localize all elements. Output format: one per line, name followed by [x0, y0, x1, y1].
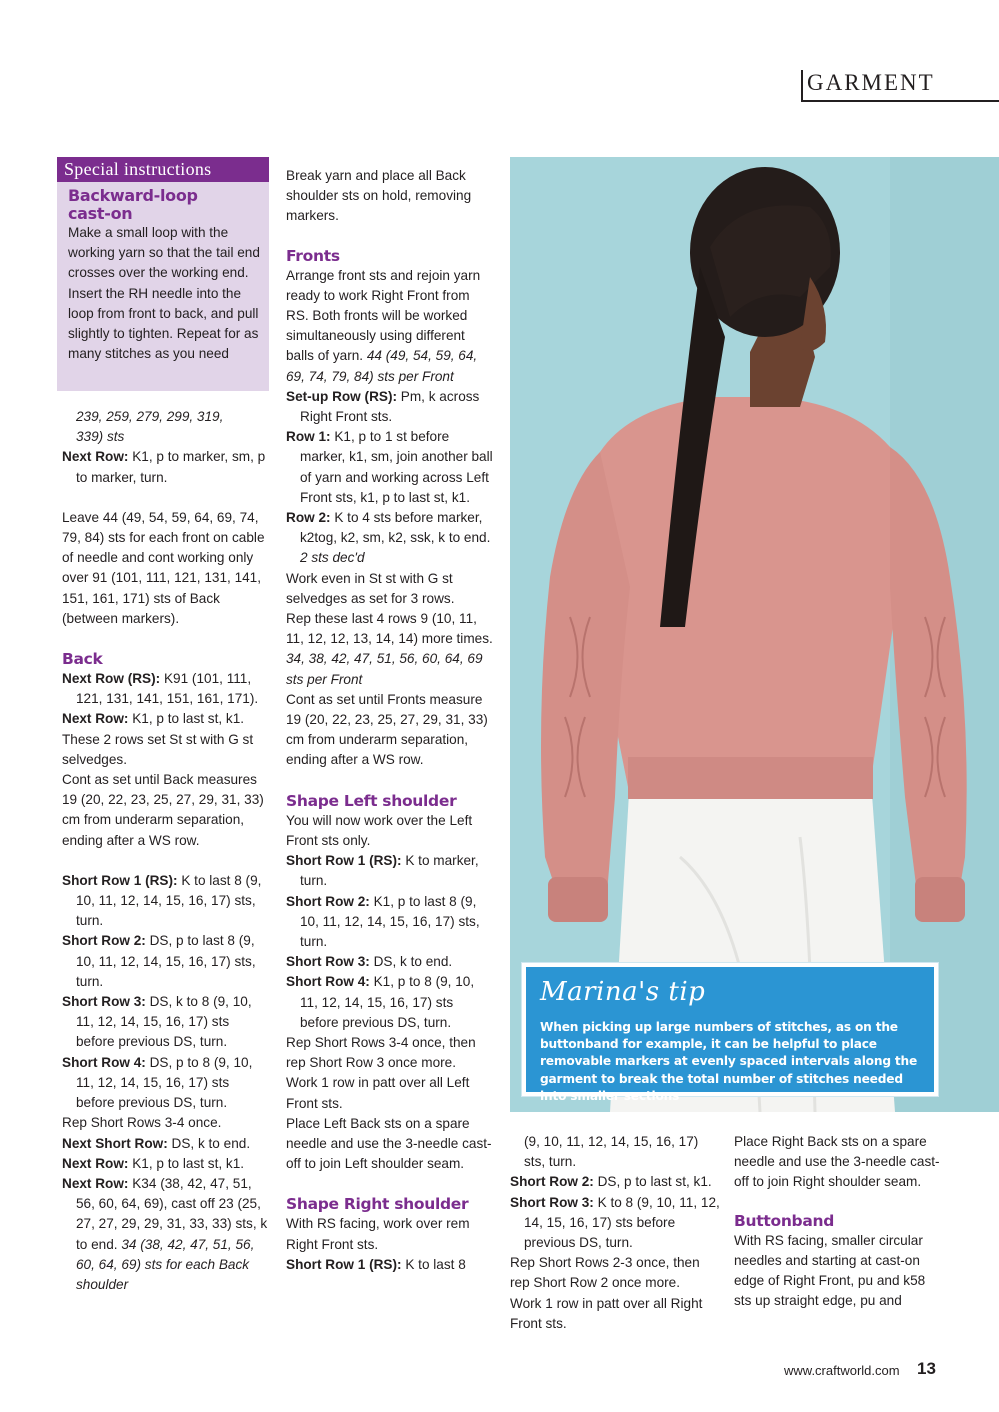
column-3 [510, 1132, 720, 1334]
fronts-heading: Fronts [286, 246, 340, 265]
back-row-2 [62, 709, 268, 729]
text: DS, p to 8 (9, 10, 11, 12, 14, 15, 16, 17) sts before previous DS, turn. [76, 1054, 253, 1111]
col1-leave-paragraph: Leave 44 (49, 54, 59, 64, 69, 74, 79, 84) sts for each front on cable of needle and cont working only over 91 (101, 111, 121, 131, 141, 151, 161, 171) sts of Back (between markers). [62, 509, 265, 626]
footer-url: www.craftworld.com [784, 1363, 900, 1378]
back-paragraph-4: Cont as set until Back measures 19 (20, 22, 23, 25, 27, 29, 31, 33) cm from underarm separation, ending after a WS row. [62, 772, 264, 848]
label: Next Row (RS): [62, 671, 161, 687]
sls-short-row-3 [286, 952, 494, 972]
fronts-paragraph [286, 266, 494, 387]
back-heading: Back [62, 650, 103, 669]
text: K1, p to last 8 (9, 10, 11, 12, 14, 15, 16, 17) sts, turn. [300, 893, 480, 949]
column-2 [286, 166, 494, 1275]
text: K to marker, turn. [300, 853, 479, 889]
text: K1, p to last st, k1. [128, 1155, 245, 1171]
col3-continued: (9, 10, 11, 12, 14, 15, 16, 17) sts, turn. [524, 1134, 699, 1170]
sls-paragraph: You will now work over the Left Front sts only. [286, 812, 473, 848]
text: Pm, k across Right Front sts. [300, 388, 480, 425]
back-short-row-3 [62, 992, 268, 1053]
back-short-row-1 [62, 871, 268, 932]
col2-break-yarn: Break yarn and place all Back shoulder sts on hold, removing markers. [286, 168, 472, 224]
label: Next Row: [62, 449, 129, 465]
buttonband-paragraph: With RS facing, smaller circular needles and starting at cast-on edge of Right Front, pu and k58 sts up straight edge, pu and [734, 1232, 926, 1309]
col1-next-row [62, 447, 268, 487]
sls-short-row-4 [286, 972, 494, 1033]
label: Next Row: [62, 711, 129, 727]
column-4 [734, 1132, 944, 1311]
label: Short Row 3: [510, 1194, 594, 1210]
back-row-1 [62, 669, 268, 709]
fronts-work-even: Work even in St st with G st selvedges as set for 3 rows. [286, 570, 455, 606]
italic: 2 sts dec'd [300, 550, 365, 566]
text: K1, p to marker, sm, p to marker, turn. [76, 449, 266, 485]
text: K to last 8 (9, 10, 11, 12, 14, 15, 16, 17) sts, turn. [76, 872, 262, 929]
shape-left-shoulder-heading: Shape Left shoulder [286, 791, 457, 810]
sls-short-row-2 [286, 892, 494, 953]
label: Next Row: [62, 1175, 129, 1191]
back-repeat: Rep Short Rows 3-4 once. [62, 1115, 222, 1131]
text: DS, p to last 8 (9, 10, 11, 12, 14, 15, 16, 17) sts, turn. [76, 933, 256, 989]
section-label: GARMENT [807, 70, 935, 95]
buttonband-heading: Buttonband [734, 1211, 835, 1230]
label: Short Row 2: [510, 1174, 594, 1190]
section-tag [801, 70, 999, 102]
srs-short-row-2 [510, 1172, 720, 1192]
label: Row 1: [286, 429, 331, 445]
setup-row [286, 387, 494, 427]
backward-loop-text: Make a small loop with the working yarn so that the tail end crosses over the working end. Insert the RH needle into the loop from front to back, and pull slightly to tighten. Repeat for as many stitches as you need [68, 225, 260, 362]
special-instructions-box [57, 157, 269, 391]
text: K34 (38, 42, 47, 51, 56, 60, 64, 69), cast off 23 (25, 27, 27, 29, 29, 31, 33, 33) sts, k to end. [76, 1175, 268, 1252]
text: Rep these last 4 rows 9 (10, 11, 11, 12, 12, 13, 14, 14) more times. [286, 611, 493, 647]
fronts-continue: Cont as set until Fronts measure 19 (20, 22, 23, 25, 27, 29, 31, 33) cm from underarm separation, ending after a WS row. [286, 691, 488, 768]
backward-loop-heading: Backward-loop cast-on [68, 186, 198, 223]
col1-continued-2: 339) sts [76, 429, 125, 445]
text: K1, p to 8 (9, 10, 11, 12, 14, 15, 16, 17) sts before previous DS, turn. [300, 974, 475, 1030]
fronts-row-2 [286, 508, 494, 569]
tip-title: Marina's tip [540, 977, 706, 1007]
label: Short Row 1 (RS): [62, 872, 178, 888]
sls-short-row-1 [286, 851, 494, 891]
label: Short Row 4: [62, 1054, 146, 1070]
sls-place: Place Left Back sts on a spare needle and use the 3-needle cast-off to join Left shoulder seam. [286, 1115, 492, 1172]
label: Set-up Row (RS): [286, 388, 398, 404]
sls-work-row: Work 1 row in patt over all Left Front sts. [286, 1075, 470, 1111]
text: K1, p to last st, k1. [128, 711, 245, 727]
fronts-repeat [286, 609, 494, 690]
col4-place: Place Right Back sts on a spare needle and use the 3-needle cast-off to join Right shoulder seam. [734, 1134, 940, 1190]
text: K to 8 (9, 10, 11, 12, 14, 15, 16, 17) sts before previous DS, turn. [524, 1194, 720, 1251]
label: Short Row 3: [62, 994, 146, 1010]
label: Short Row 3: [286, 954, 370, 970]
label: Short Row 2: [62, 933, 146, 949]
label: Short Row 2: [286, 893, 370, 909]
next-short-row [62, 1134, 268, 1154]
text: K91 (101, 111, 121, 131, 141, 151, 161, 171). [76, 671, 259, 707]
fronts-row-1 [286, 427, 494, 508]
srs-short-row-3 [510, 1193, 720, 1254]
special-instructions-body [68, 187, 266, 364]
tip-box [522, 963, 938, 1103]
text: DS, k to end. [167, 1135, 251, 1151]
srs-short-row-1 [286, 1255, 494, 1275]
srs-repeat: Rep Short Rows 2-3 once, then rep Short Row 2 once more. [510, 1255, 700, 1291]
text: K to last 8 [401, 1256, 466, 1272]
label: Short Row 1 (RS): [286, 1256, 402, 1272]
column-1 [62, 407, 268, 1295]
text: DS, k to 8 (9, 10, 11, 12, 14, 15, 16, 17) sts before previous DS, turn. [76, 994, 252, 1050]
label: Next Short Row: [62, 1135, 168, 1151]
label: Row 2: [286, 510, 331, 526]
page-number: 13 [917, 1359, 936, 1378]
special-instructions-label: Special instructions [64, 159, 212, 179]
label: Short Row 4: [286, 974, 370, 990]
col1-continued-1: 239, 259, 279, 299, 319, [76, 409, 224, 424]
text: DS, k to end. [369, 954, 453, 970]
sls-repeat: Rep Short Rows 3-4 once, then rep Short Row 3 once more. [286, 1034, 476, 1071]
label: Short Row 1 (RS): [286, 853, 402, 869]
text: K1, p to 1 st before marker, k1, sm, join another ball of yarn and working across Left Front sts, k1, p to last st, k1. [300, 429, 493, 505]
italic: 44 (49, 54, 59, 64, 69, 74, 79, 84) sts per Front [286, 348, 478, 384]
text: DS, p to last st, k1. [593, 1174, 712, 1190]
back-paragraph-3: These 2 rows set St st with G st selvedges. [62, 731, 254, 767]
next-row-b [62, 1174, 268, 1295]
text: K to 4 sts before marker, k2tog, k2, sm, k2, ssk, k to end. [300, 510, 491, 546]
text: Arrange front sts and rejoin yarn ready to work Right Front from RS. Both fronts will be worked simultaneously using different balls of yarn. [286, 267, 481, 364]
tip-body: When picking up large numbers of stitches, as on the buttonband for example, it can be helpful to place removable markers at evenly spaced intervals along the garment to break the total number of stitches needed into smaller sections [540, 1020, 918, 1103]
label: Next Row: [62, 1155, 129, 1171]
srs-work-row: Work 1 row in patt over all Right Front sts. [510, 1295, 703, 1331]
back-short-row-2 [62, 931, 268, 992]
italic: 34 (38, 42, 47, 51, 56, 60, 64, 69) sts for each Back shoulder [76, 1236, 255, 1292]
italic: 34, 38, 42, 47, 51, 56, 60, 64, 69 sts per Front [286, 651, 483, 687]
special-instructions-bar [57, 157, 269, 182]
next-row-a [62, 1154, 268, 1174]
back-short-row-4 [62, 1053, 268, 1114]
shape-right-shoulder-heading: Shape Right shoulder [286, 1195, 469, 1214]
srs-paragraph: With RS facing, work over rem Right Front sts. [286, 1216, 470, 1252]
